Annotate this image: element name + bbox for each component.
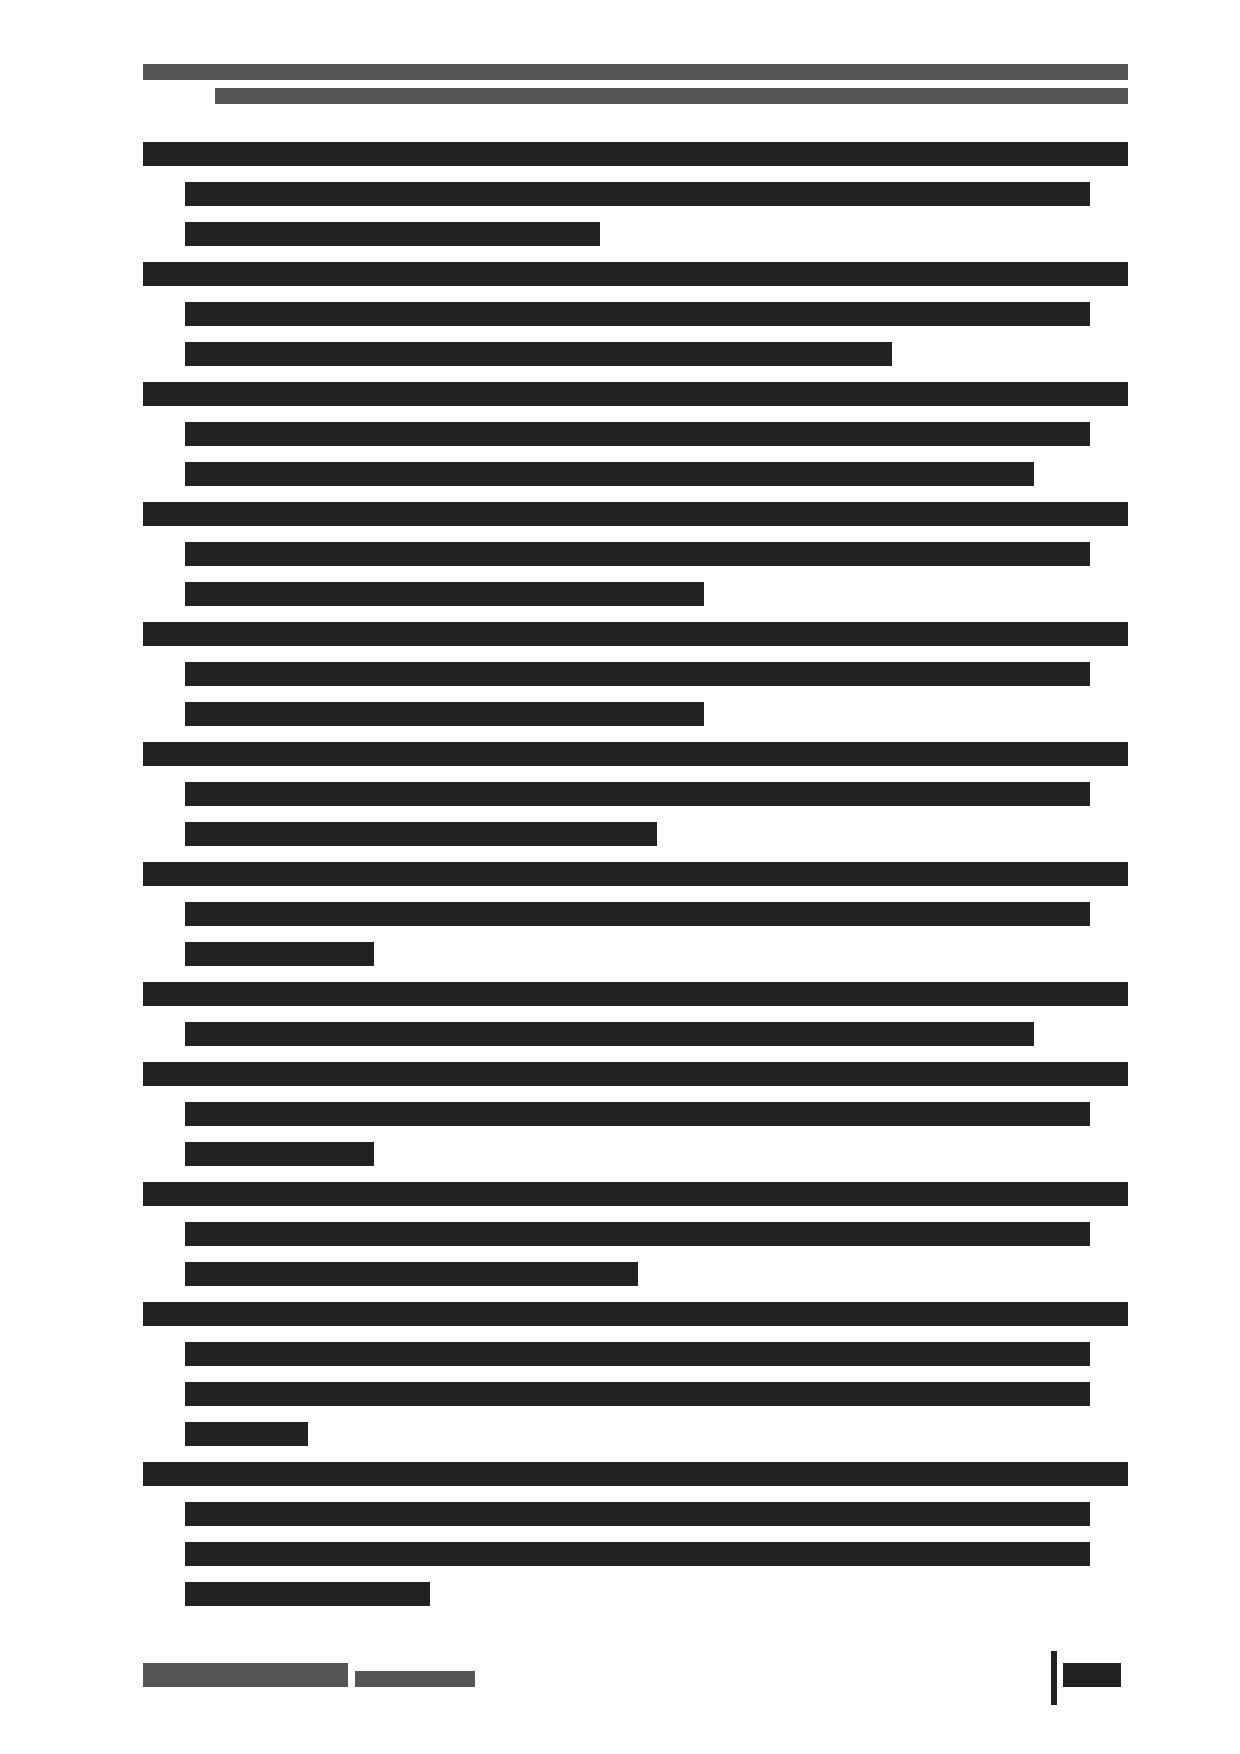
reference-entry — [143, 1062, 1128, 1166]
reference-line — [185, 1542, 1090, 1566]
header-line — [215, 88, 1128, 104]
reference-entry — [143, 1182, 1128, 1286]
reference-line — [143, 622, 1128, 646]
reference-entry — [143, 382, 1128, 486]
reference-entry — [143, 142, 1128, 246]
reference-entry — [143, 502, 1128, 606]
reference-line — [143, 1062, 1128, 1086]
journal-volume — [355, 1671, 475, 1687]
reference-line — [185, 182, 1090, 206]
reference-line — [143, 142, 1128, 166]
running-header — [143, 64, 1128, 112]
reference-line — [185, 302, 1090, 326]
reference-entry — [143, 982, 1128, 1046]
reference-line — [185, 822, 657, 846]
reference-line — [185, 702, 704, 726]
page-number — [1063, 1663, 1121, 1687]
reference-line — [185, 462, 1034, 486]
footer-divider — [1051, 1651, 1057, 1705]
journal-name — [143, 1663, 348, 1687]
reference-entry — [143, 742, 1128, 846]
reference-line — [143, 262, 1128, 286]
reference-entry — [143, 1302, 1128, 1446]
reference-line — [185, 1022, 1034, 1046]
reference-line — [185, 1222, 1090, 1246]
reference-line — [143, 1302, 1128, 1326]
reference-line — [143, 502, 1128, 526]
reference-line — [185, 222, 600, 246]
page-footer — [143, 1663, 1128, 1723]
reference-line — [143, 1182, 1128, 1206]
reference-line — [185, 1342, 1090, 1366]
reference-line — [185, 1502, 1090, 1526]
reference-line — [185, 902, 1090, 926]
reference-entry — [143, 862, 1128, 966]
reference-line — [185, 1142, 374, 1166]
reference-line — [143, 862, 1128, 886]
reference-line — [143, 382, 1128, 406]
reference-line — [185, 782, 1090, 806]
reference-line — [185, 942, 374, 966]
reference-line — [185, 582, 704, 606]
reference-line — [185, 1102, 1090, 1126]
reference-line — [185, 542, 1090, 566]
reference-line — [143, 1462, 1128, 1486]
reference-entry — [143, 1462, 1128, 1606]
reference-line — [185, 1382, 1090, 1406]
reference-line — [185, 342, 892, 366]
reference-line — [143, 982, 1128, 1006]
reference-list — [143, 142, 1128, 1622]
reference-entry — [143, 262, 1128, 366]
reference-line — [143, 742, 1128, 766]
header-line — [143, 64, 1128, 80]
reference-line — [185, 1262, 638, 1286]
reference-entry — [143, 622, 1128, 726]
reference-line — [185, 1582, 430, 1606]
reference-line — [185, 662, 1090, 686]
reference-line — [185, 1422, 308, 1446]
reference-line — [185, 422, 1090, 446]
